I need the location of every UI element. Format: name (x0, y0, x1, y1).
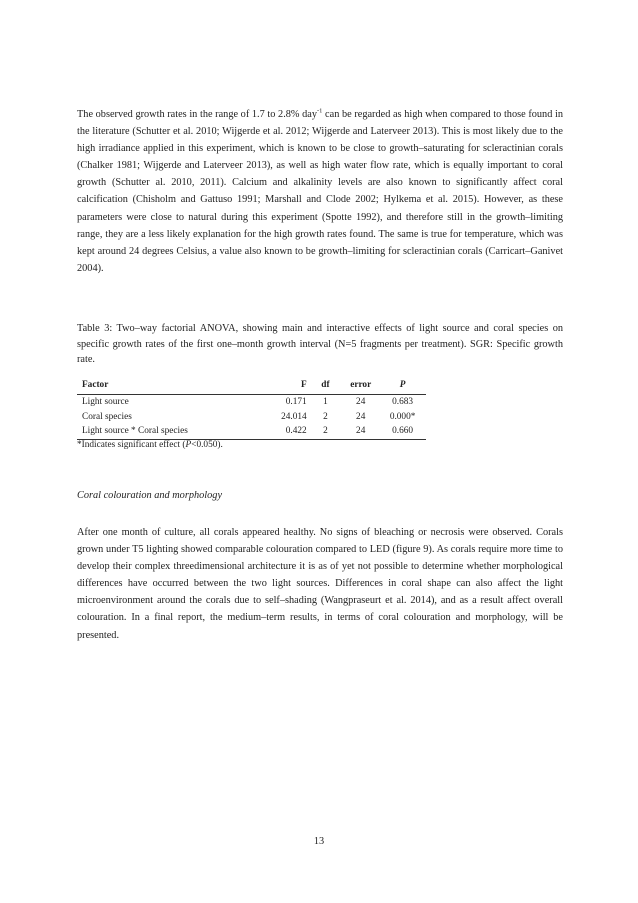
cell-p: 0.683 (392, 397, 414, 407)
footnote-p-symbol: P (185, 440, 192, 450)
paragraph-text-rest: can be regarded as high when compared to those found in the literature (Schutter et al. 2010; Wijgerde et al. 2012; Wijgerde and Laterveer 2013). This is most likely due to the high irradiance applied in this experiment, which is known to be close to growth–saturating for scleractinian corals (Chalker 1981; Wijgerde and Laterveer 2013), as well as high water flow rate, which is equally important to coral growth (Schutter al. 2010, 2011). Calcium and alkalinity levels are also known to significantly affect coral calcification (Chisholm and Gattuso 1991; Marshall and Clode 2002; Hylkema et al. 2015). However, as these parameters were close to natural during this experiment (Spotte 1992), and therefore still in the growth–limiting range, they are a less likely explanation for the high growth rates found. The same is true for temperature, which was kept around 24 degrees Celsius, a value also known to be growth–limiting for scleractinian corals (Carricart–Ganivet 2004). (77, 109, 563, 274)
table-row (77, 410, 426, 425)
cell-df: 2 (323, 411, 328, 422)
header-p: P (379, 379, 426, 395)
cell-p: 0.660 (379, 424, 426, 439)
cell-p: 0.000* (389, 411, 416, 422)
table-row (77, 424, 426, 439)
paragraph-text-start: The observed growth rates in the range of 1.7 to 2.8% day (77, 109, 317, 120)
cell-df: 2 (309, 424, 342, 439)
table-footnote (77, 440, 223, 450)
table-row (77, 395, 426, 410)
table-header-row (77, 379, 426, 395)
growth-rates-paragraph (77, 106, 563, 277)
cell-f: 0.422 (244, 424, 309, 439)
cell-error: 24 (342, 424, 379, 439)
cell-factor: Coral species (82, 411, 132, 422)
table-caption: Table 3: Two–way factorial ANOVA, showing main and interactive effects of light source and coral species on specific growth rates of the first one–month growth interval (N=5 fragments per treatment). SGR: Specific growth rate. (77, 323, 563, 366)
cell-error: 24 (356, 411, 366, 422)
page-number: 13 (313, 836, 325, 847)
header-factor: Factor (77, 379, 244, 395)
footnote-threshold: <0.050). (191, 440, 223, 450)
cell-factor: Light source * Coral species (77, 424, 244, 439)
cell-df: 1 (323, 397, 328, 407)
footnote-text: *Indicates significant effect ( (77, 440, 186, 450)
cell-error: 24 (356, 397, 366, 407)
cell-f: 0.171 (285, 397, 307, 407)
superscript-exponent: -1 (317, 107, 323, 115)
anova-table (77, 379, 426, 440)
header-df: df (309, 379, 342, 395)
cell-f: 24.014 (281, 411, 307, 422)
colouration-paragraph: After one month of culture, all corals appeared healthy. No signs of bleaching or necrosis were observed. Corals grown under T5 lighting showed comparable colouration compared to LED (figure 9). As corals require more time to develop their complex threedimensional architecture it is as of yet not possible to determine whether morphological differences have occurred between the two light sources. Differences in coral shape can also affect the light microenvironment around the corals due to self–shading (Wangpraseurt et al. 2014), and as a result affect overall colouration. In a final report, the medium–term results, in terms of coral colouration and morphology, will be presented. (77, 527, 563, 641)
header-error: error (342, 379, 379, 395)
section-heading: Coral colouration and morphology (77, 490, 223, 501)
header-f: F (244, 379, 309, 395)
cell-factor: Light source (82, 397, 129, 407)
